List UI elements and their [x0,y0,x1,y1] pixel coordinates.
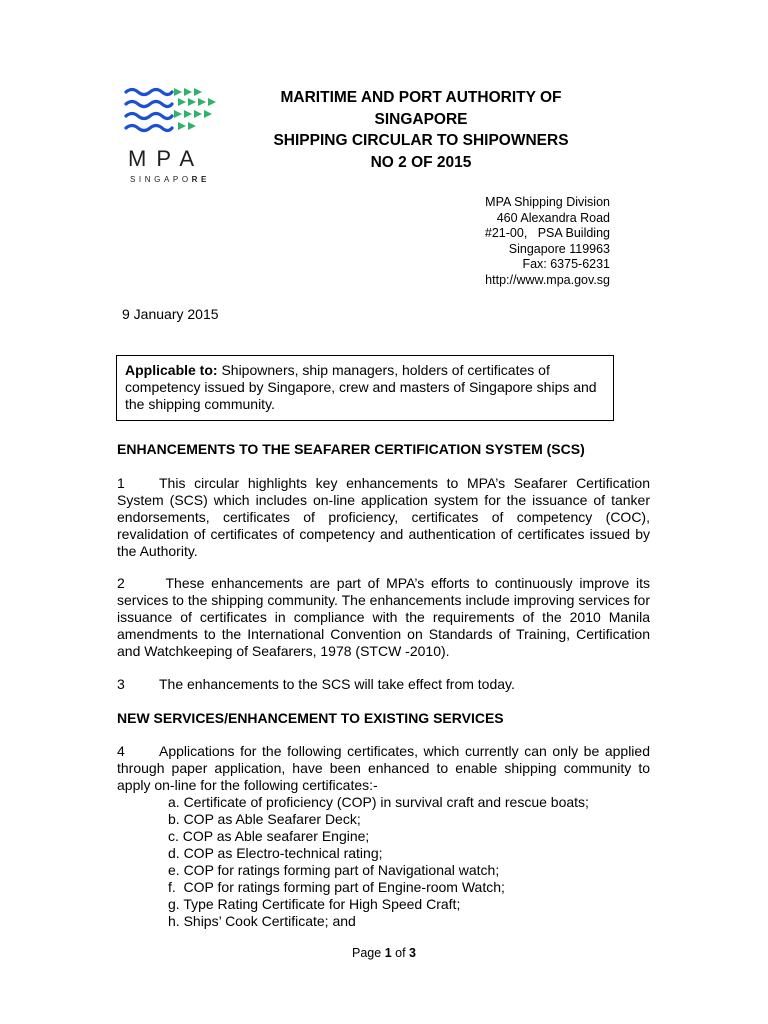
address-line: http://www.mpa.gov.sg [485,272,610,287]
paragraph-4 [117,743,650,794]
mpa-logo-subtitle: SINGAPORE [130,175,210,184]
paragraph-text: These enhancements are part of MPA’s efforts to continuously improve its services to the shipping community. The enhancements include improving services for issuance of certificates in compliance with the requirements of the 2010 Manila amendments to the International Convention on Standards of Training, Certification and Watchkeeping of Seafarers, 1978 (STCW -2010). [117,575,650,659]
circular-date: 9 January 2015 [122,306,219,322]
paragraph-text: The enhancements to the SCS will take effect from today. [159,676,515,692]
mpa-logo-name: MPA [128,146,205,171]
paragraph-number: 1 [117,475,125,491]
title-line: SINGAPORE [374,110,468,128]
address-line: 460 Alexandra Road [496,210,610,225]
mpa-waves-icon [122,84,222,144]
list-item: b. COP as Able Seafarer Deck; [168,811,361,827]
sender-address [485,195,610,289]
certificate-list [168,794,589,930]
page-number: Page 1 of 3 [352,946,416,960]
list-item: c. COP as Able seafarer Engine; [168,828,370,844]
applicable-text: Shipowners, ship managers, holders of certificates of competency issued by Singapore, crew and masters of Singapore ships and the shipping community. [125,362,597,412]
paragraph-number: 2 [117,575,125,591]
paragraph-number: 3 [117,676,125,692]
paragraph-text: Applications for the following certificates, which currently can only be applied through paper application, have been enhanced to enable shipping community to apply on-line for the following certificates:- [117,743,650,793]
address-line: Fax: 6375-6231 [522,257,610,272]
paragraph-3 [117,676,650,693]
current-page: 1 [384,946,392,960]
mpa-logo [122,84,222,188]
list-item: d. COP as Electro-technical rating; [168,845,383,861]
address-line: #21-00, PSA Building [484,226,610,241]
list-item: e. COP for ratings forming part of Navigational watch; [168,862,500,878]
applicable-to-box [116,355,614,421]
title-line: SHIPPING CIRCULAR TO SHIPOWNERS [273,132,569,149]
section-heading: NEW SERVICES/ENHANCEMENT TO EXISTING SERVICES [117,710,504,726]
total-pages: 3 [409,946,416,960]
list-item: g. Type Rating Certificate for High Speed Craft; [168,896,461,912]
applicable-label: Applicable to: [125,362,218,378]
list-item: h. Ships’ Cook Certificate; and [168,913,356,929]
section-heading: ENHANCEMENTS TO THE SEAFARER CERTIFICATION SYSTEM (SCS) [117,441,585,457]
address-line: Singapore 119963 [508,241,610,256]
paragraph-text: This circular highlights key enhancements to MPA’s Seafarer Certification System (SCS) which includes on-line application system for the issuance of tanker endorsements, certificates of proficiency, certificates of competency (COC), revalidation of certificates of competency and authentication of certificates issued by the Authority. [117,475,650,559]
circular-title [246,87,596,173]
paragraph-number: 4 [117,743,125,759]
list-item: f. COP for ratings forming part of Engine-room Watch; [168,879,505,895]
paragraph-2 [117,575,650,660]
address-line: MPA Shipping Division [485,195,610,209]
list-item: a. Certificate of proficiency (COP) in survival craft and rescue boats; [168,794,589,810]
title-line: MARITIME AND PORT AUTHORITY OF [280,89,562,106]
paragraph-1 [117,475,650,560]
title-line: NO 2 OF 2015 [370,153,472,171]
